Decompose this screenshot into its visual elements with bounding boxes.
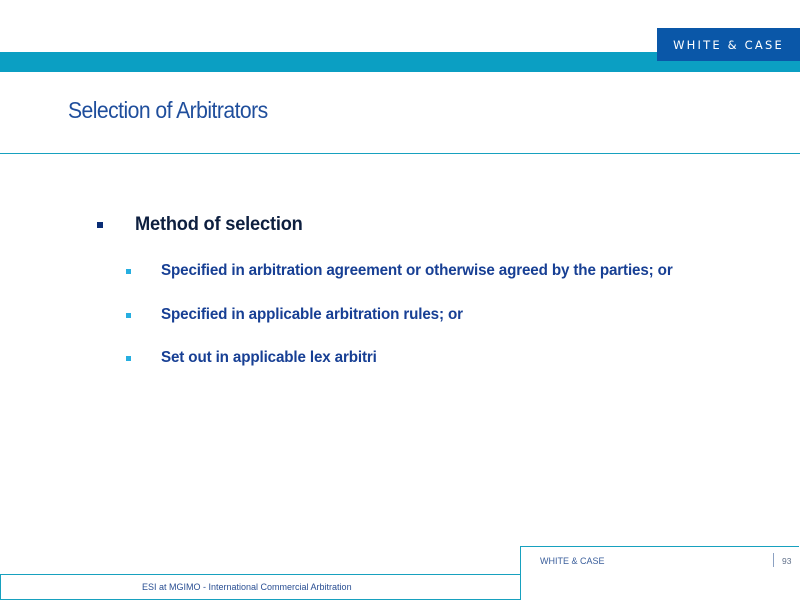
square-bullet-icon [126, 269, 131, 274]
sub-bullet-text: Specified in applicable arbitration rules; or [161, 306, 463, 323]
sub-bullet-lex-arbitri [126, 349, 388, 367]
sub-bullet-rules [126, 306, 479, 324]
square-bullet-icon [126, 313, 131, 318]
footer-brand: WHITE & CASE [540, 556, 605, 566]
page-number: 93 [782, 556, 792, 566]
logo-text: WHITE & CASE [673, 37, 784, 52]
title-divider [0, 153, 800, 154]
white-case-logo [657, 28, 800, 61]
slide-title: Selection of Arbitrators [68, 97, 268, 123]
bullet-method-of-selection [97, 214, 310, 236]
footer-brand-box [520, 546, 799, 599]
bullet-text: Method of selection [135, 214, 303, 235]
sub-bullet-agreement [126, 262, 700, 280]
sub-bullet-text: Set out in applicable lex arbitri [161, 349, 377, 366]
square-bullet-icon [126, 356, 131, 361]
footer-course-title: ESI at MGIMO - International Commercial Arbitration [142, 582, 352, 592]
footer-divider [773, 553, 774, 567]
sub-bullet-text: Specified in arbitration agreement or otherwise agreed by the parties; or [161, 262, 673, 279]
square-bullet-icon [97, 222, 103, 228]
